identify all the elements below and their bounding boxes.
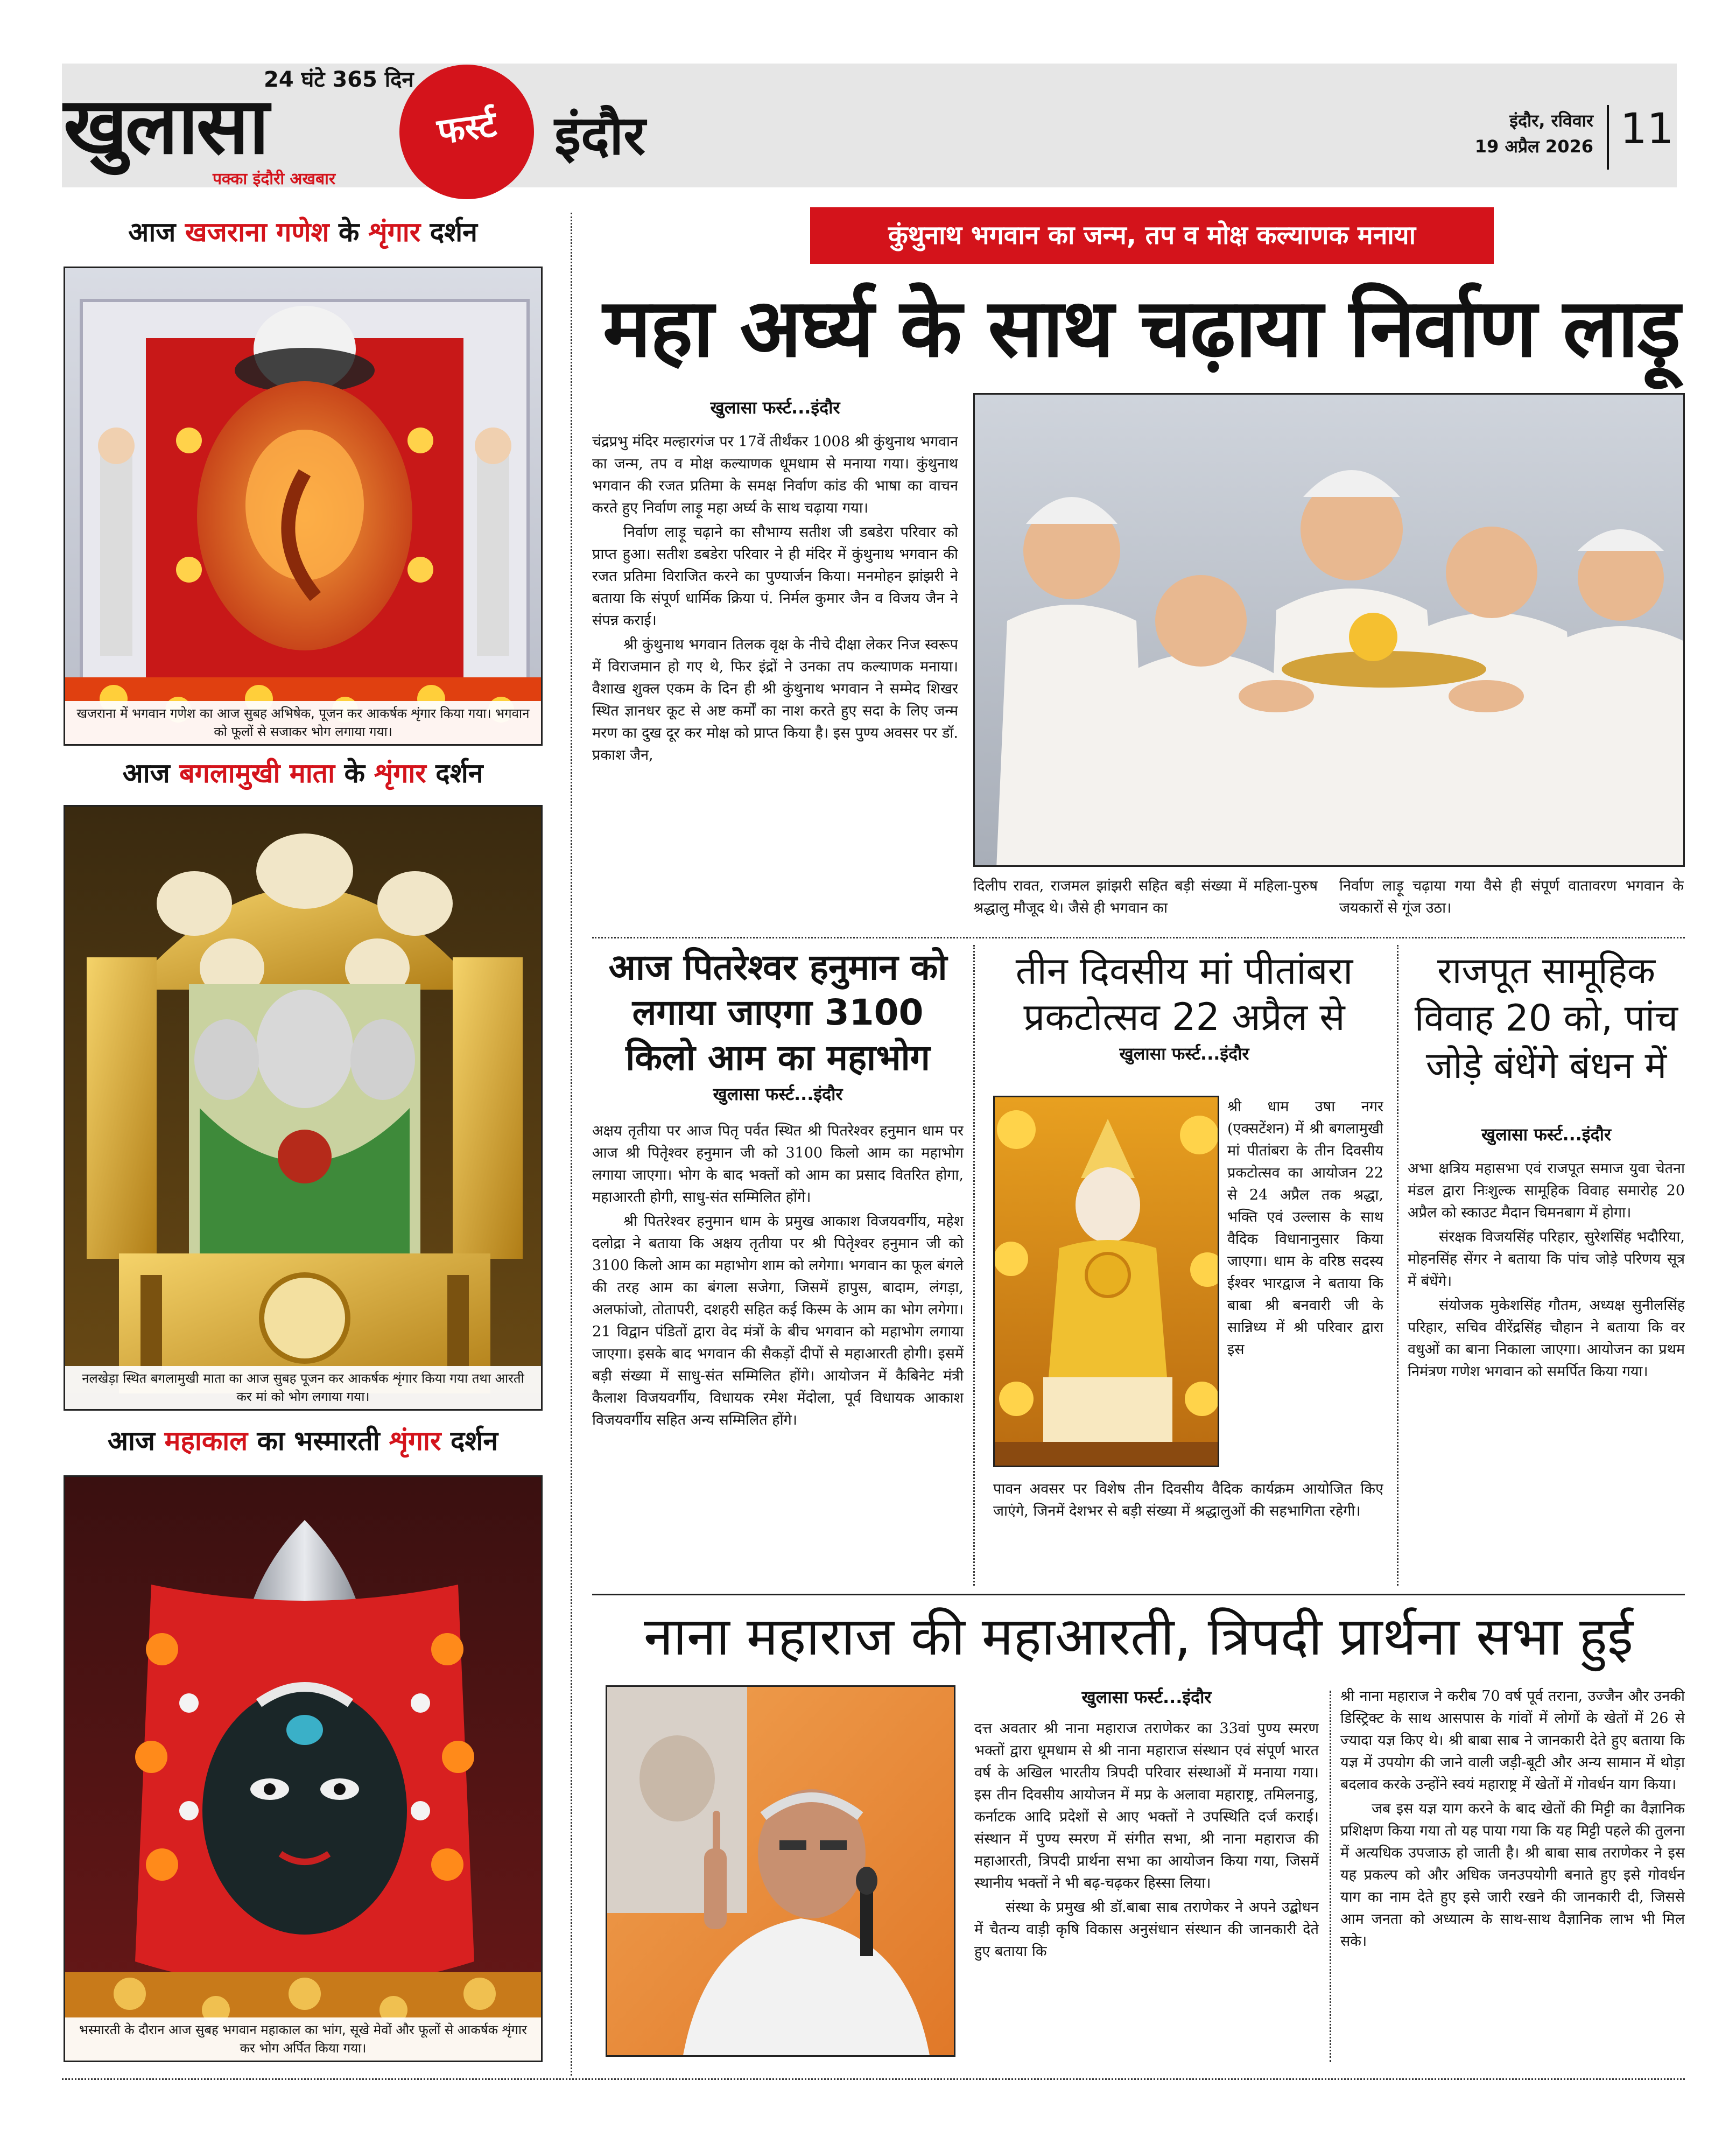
story3-byline: खुलासा फर्स्ट...इंदौर: [1119, 1043, 1249, 1064]
story5-col2-paragraph-2: जब इस यज्ञ याग करने के बाद खेतों की मिट्टी का वैज्ञानिक प्रशिक्षण किया गया तो यह पाया गया कि यह मिट्टी पहले की तुलना में अत्यधिक उपजाऊ हो जाती है। श्री बाबा साब तराणेकर ने इस यह प्रकल्प को और अधिक जनउपयोगी बनाते हुए इसे गोवर्धन याग का नाम देते हुए इसे जारी रखने की जानकारी दी, जिससे आम जनता को अध्यात्म के साथ-साथ वैज्ञानिक लाभ भी मिल सके।: [1340, 1800, 1685, 1950]
khajrana-caption: खजराना में भगवान गणेश का आज सुबह अभिषेक, पूजन कर आकर्षक शृंगार किया गया। भगवान को फूलों से सजाकर भोग लगाया गया।: [65, 701, 541, 744]
lead-paragraph-1: चंद्रप्रभु मंदिर मल्हारगंज पर 17वें तीर्थंकर 1008 श्री कुंथुनाथ भगवान का जन्म, तप व मोक्ष कल्याणक धूमधाम से मनाया गया। कुंथुनाथ भगवान की रजत प्रतिमा के समक्ष निर्वाण कांड की भाषा का वाचन करते हुए निर्वाण लाड़ू महा अर्घ्य के साथ चढ़ाया गया।: [592, 433, 958, 516]
sidebar-heading-1: आज खजराना गणेश के शृंगार दर्शन: [128, 216, 477, 248]
nana-maharaj-photo: [606, 1685, 955, 2057]
story4-headline: राजपूत सामूहिक विवाह 20 को, पांच जोड़े बंधेंगे बंधन में: [1414, 950, 1678, 1087]
pitambara-photo: [993, 1096, 1219, 1467]
story5-divider: [1330, 1691, 1331, 2062]
lead-headline: महा अर्घ्य के साथ चढ़ाया निर्वाण लाड़ू: [602, 282, 1680, 375]
sidebar-divider: [571, 213, 572, 2076]
story4-paragraph-3: संयोजक मुकेशसिंह गौतम, अध्यक्ष सुनीलसिंह परिहार, सचिव वीरेंद्रसिंह चौहान ने बताया कि वर वधुओं का बाना निकाला जाएगा। आयोजन का प्रथम निमंत्रण गणेश भगवान को समर्पित किया गया।: [1408, 1297, 1685, 1380]
story5-col1-paragraph-2: संस्था के प्रमुख श्री डॉ.बाबा साब तराणेकर ने अपने उद्बोधन में चैतन्य वाड़ी कृषि विकास अनुसंधान संस्थान की जानकारी देते हुए बताया कि: [974, 1899, 1319, 1960]
masthead-brand-badge: [399, 65, 534, 199]
story5-byline: खुलासा फर्स्ट...इंदौर: [1081, 1687, 1212, 1707]
masthead-date-line1: इंदौर, रविवार: [1509, 110, 1593, 131]
story2-paragraph-1: अक्षय तृतीया पर आज पितृ पर्वत स्थित श्री पितरेश्वर हनुमान धाम पर आज श्री पितृेश्वर हनुमान जी को 3100 किलो आम का महाभोग लगाया जाएगा। भोग के बाद भक्तों को आम का प्रसाद वितरित होगा, महाआरती होगी, साधु-संत सम्मिलित होंगे।: [592, 1123, 964, 1206]
masthead-page-number: 11: [1620, 105, 1674, 153]
story5-col2: [1340, 1685, 1685, 2068]
lead-byline: खुलासा फर्स्ट...इंदौर: [710, 397, 840, 418]
lead-kicker: [810, 207, 1494, 264]
lead-paragraph-3: श्री कुंथुनाथ भगवान तिलक वृक्ष के नीचे दीक्षा लेकर निज स्वरूप में विराजमान हो गए थे, फिर इंद्रों ने उनका तप कल्याणक मनाया। वैशाख शुक्ल एकम के दिन ही श्री कुंथुनाथ भगवान ने सम्मेद शिखर स्थित ज्ञानधर कूट से अष्ट कर्मों का नाश करते हुए सदा के लिए जन्म मरण का दुख दूर कर मोक्ष को प्राप्त किया है। इस पुण्य अवसर पर डॉ. प्रकाश जैन,: [592, 636, 958, 763]
story5-col1: [974, 1718, 1319, 2068]
story4-paragraph-2: संरक्षक विजयसिंह परिहार, सुरेशसिंह भदौरिया, मोहनसिंह सेंगर ने बताया कि पांच जोड़े परिणय सूत्र में बंधेंगे।: [1408, 1229, 1685, 1290]
sidebar-heading-2: आज बगलामुखी माता के शृंगार दर्शन: [122, 758, 483, 789]
story3-headline: तीन दिवसीय मां पीतांबरा प्रकटोत्सव 22 अप्रैल से: [1015, 949, 1353, 1039]
story3-bottom-text: पावन अवसर पर विशेष तीन दिवसीय वैदिक कार्यक्रम आयोजित किए जाएंगे, जिनमें देशभर से बड़ी संख्या में श्रद्धालुओं की सहभागिता रहेगी।: [993, 1481, 1383, 1519]
mahakal-photo: [64, 1475, 543, 2062]
story5-col1-paragraph-1: दत्त अवतार श्री नाना महाराज तराणेकर का 33वां पुण्य स्मरण भक्तों द्वारा धूमधाम से श्री नाना महाराज संस्थान एवं संपूर्ण भारत वर्ष के अखिल भारतीय त्रिपदी परिवार संस्थाओं में मनाया गया। इस तीन दिवसीय आयोजन में मप्र के अलावा महाराष्ट्र, तमिलनाडु, कर्नाटक आदि प्रदेशों से आए भक्तों ने उपस्थिति दर्ज कराई। संस्थान में पुण्य स्मरण में संगीत सभा, श्री नाना महाराज की महाआरती, त्रिपदी प्रार्थना सभा का आयोजन किया गया, जिसमें स्थानीय भक्तों ने भी बढ़-चढ़कर हिस्सा लिया।: [974, 1720, 1319, 1891]
lead-bottom-rule: [592, 937, 1685, 938]
story4-paragraph-1: अभा क्षत्रिय महासभा एवं राजपूत समाज युवा चेतना मंडल द्वारा निःशुल्क सामूहिक विवाह समारोह 20 अप्रैल को स्काउट मैदान चिमनबाग में होगा।: [1408, 1160, 1685, 1221]
baglamukhi-idol-illustration: [65, 807, 543, 1411]
masthead-tagline-top: 24 घंटे 365 दिन: [264, 67, 414, 92]
story3-divider: [1397, 945, 1398, 1586]
mahakal-shringar-illustration: [65, 1477, 543, 2062]
lead-paragraph-2: निर्वाण लाड़ू चढ़ाने का सौभाग्य सतीश जी डबडेरा परिवार को प्राप्त हुआ। सतीश डबडेरा परिवार ने ही मंदिर में कुंथुनाथ भगवान की रजत प्रतिमा विराजित करने का पुण्यार्जन किया। मनमोहन झांझरी ने बताया कि संपूर्ण धार्मिक क्रिया पं. निर्मल कुमार जैन व विजय जैन ने संपन्न कराई।: [592, 524, 958, 629]
khajrana-ganesh-photo: [64, 267, 543, 746]
baglamukhi-photo: [64, 805, 543, 1411]
page-bottom-rule: [62, 2078, 1685, 2080]
masthead-page-divider: [1607, 105, 1609, 170]
masthead-date-line2: 19 अप्रैल 2026: [1474, 136, 1593, 157]
story2-body: [592, 1120, 964, 1583]
devotees-offering-illustration: [975, 395, 1685, 867]
story2-headline: आज पितरेश्वर हनुमान को लगाया जाएगा 3100 किलो आम का महाभोग: [608, 947, 947, 1078]
nirvan-ladoo-photo: [973, 393, 1685, 867]
story5-headline: नाना महाराज की महाआरती, त्रिपदी प्रार्थना सभा हुई: [644, 1606, 1633, 1667]
story2-divider: [973, 945, 975, 1586]
story2-byline: खुलासा फर्स्ट...इंदौर: [713, 1084, 843, 1104]
story3-side-text: श्री धाम उषा नगर (एक्सटेंशन) में श्री बगलामुखी मां पीतांबरा के तीन दिवसीय प्रकटोत्सव का आयोजन 22 से 24 अप्रैल तक श्रद्धा, भक्ति एवं उल्लास के साथ वैदिक विधानानुसार किया जाएगा। धाम के वरिष्ठ सदस्य ईश्वर भारद्वाज ने बताया कि बाबा श्री बनवारी जी के सान्निध्य में श्री परिवार द्वारा इस: [1227, 1098, 1383, 1358]
ganesh-idol-illustration: [65, 268, 543, 746]
lead-continuation-right: निर्वाण लाड़ू चढ़ाया गया वैसे ही संपूर्ण वातावरण भगवान के जयकारों से गूंज उठा।: [1339, 878, 1684, 916]
pitambara-idol-illustration: [995, 1097, 1219, 1467]
masthead-tagline-bottom: पक्का इंदौरी अखबार: [213, 170, 336, 188]
lead-kicker-text: कुंथुनाथ भगवान का जन्म, तप व मोक्ष कल्याणक मनाया: [888, 220, 1416, 250]
lead-continuation-left: दिलीप रावत, राजमल झांझरी सहित बड़ी संख्या में महिला-पुरुष श्रद्धालु मौजूद थे। जैसे ही भगवान का: [973, 878, 1318, 916]
masthead-brand-badge-text: फर्स्ट: [434, 103, 500, 153]
masthead-city: इंदौर: [554, 104, 645, 167]
masthead: [0, 0, 1736, 210]
story4-body: [1408, 1158, 1685, 1578]
baglamukhi-caption: नलखेड़ा स्थित बगलामुखी माता का आज सुबह पूजन कर आकर्षक शृंगार किया गया तथा आरती कर मां को भोग लगाया गया।: [65, 1366, 541, 1409]
story5-top-rule: [592, 1594, 1685, 1595]
mahakal-caption: भस्मारती के दौरान आज सुबह भगवान महाकाल का भांग, सूखे मेवों और फूलों से आकर्षक शृंगार कर भोग अर्पित किया गया।: [65, 2017, 541, 2061]
story4-byline: खुलासा फर्स्ट...इंदौर: [1481, 1124, 1612, 1145]
lead-body: [592, 431, 958, 915]
speaker-illustration: [607, 1687, 955, 2057]
story2-paragraph-2: श्री पितरेश्वर हनुमान धाम के प्रमुख आकाश विजयवर्गीय, महेश दलोद्रा ने बताया कि अक्षय तृतीया पर श्री पितृेश्वर हनुमान जी को 3100 किलो आम का महाभोग शाम को लगेगा। भगवान का फूल बंगले की तरह आम का बंगला सजेगा, जिसमें हापुस, बादाम, लंगड़ा, अलफांजो, तोतापरी, दशहरी सहित कई किस्म के आम का भोग लगेगा। 21 विद्वान पंडितों द्वारा वेद मंत्रों के बीच भगवान को महाभोग लगाया जाएगा। इसके बाद भगवान की सैकड़ों दीपों से महाआरती होगी। इसमें बड़ी संख्या में साधु-संत सम्मिलित होंगे। आयोजन में कैबिनेट मंत्री कैलाश विजयवर्गीय, विधायक रमेश मेंदोला, पूर्व विधायक आकाश विजयवर्गीय सहित अन्य सम्मिलित होंगे।: [592, 1213, 964, 1428]
masthead-date: [1453, 108, 1593, 159]
story5-col2-paragraph-1: श्री नाना महाराज ने करीब 70 वर्ष पूर्व तराना, उज्जैन और उनकी डिस्ट्रिक्ट के साथ आसपास के गांवों में लोगों के खेतों में 26 से ज्यादा यज्ञ किए थे। श्री बाबा साब ने जानकारी देते हुए बताया कि यज्ञ में उपयोग की जाने वाली जड़ी-बूटी और अन्य सामान में थोड़ा बदलाव करके उन्होंने स्वयं महाराष्ट्र में खेतों में गोवर्धन याग किया।: [1340, 1688, 1685, 1793]
masthead-brand: खुलासा: [64, 81, 268, 172]
sidebar-heading-3: आज महाकाल का भस्मारती शृंगार दर्शन: [107, 1425, 498, 1456]
